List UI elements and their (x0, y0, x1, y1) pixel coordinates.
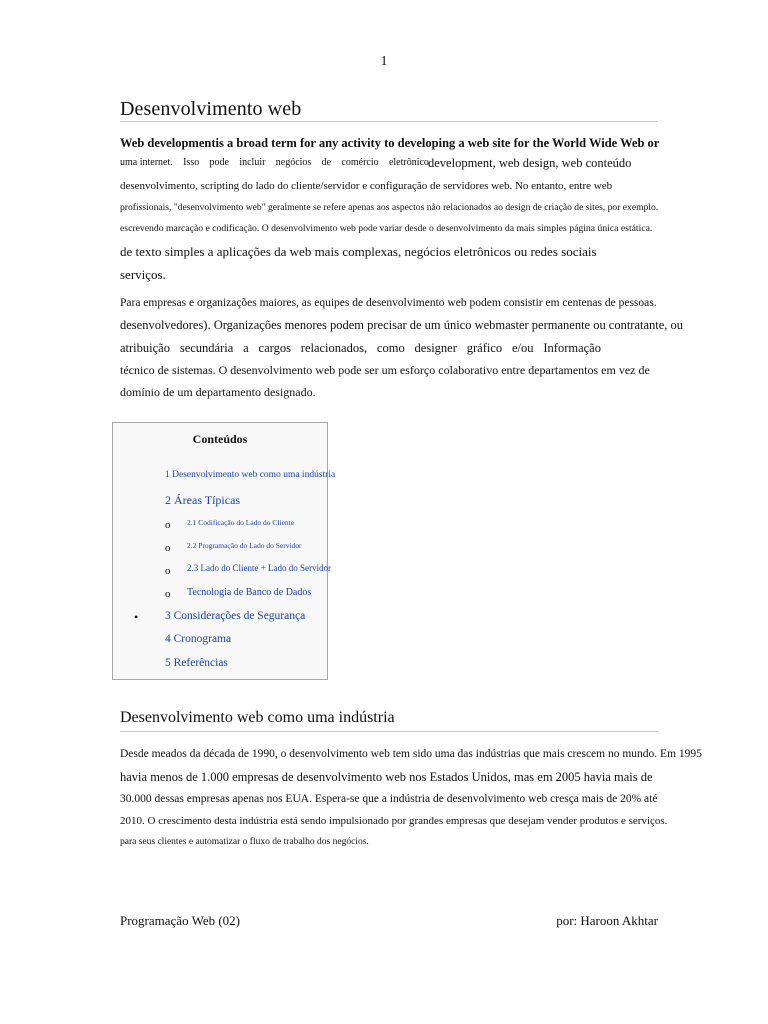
intro-line-4: profissionais, "desenvolvimento web" geralmente se refere apenas aos aspectos não relacionados ao design de criação de sites, por exemplo. (120, 202, 659, 213)
para2-word: ou (670, 318, 683, 332)
para2-line-4: técnico de sistemas. O desenvolvimento web pode ser um esforço colaborativo entre departamentos em vez de (120, 363, 650, 377)
footer-left: Programação Web (02) (120, 913, 241, 928)
toc-bullet-circle: o (165, 565, 171, 577)
section2-line-3: 30.000 dessas empresas apenas nos EUA. Espera-se que a indústria de desenvolvimento web cresça mais de 20% até (120, 793, 658, 805)
toc-link-4[interactable]: 4 Cronograma (165, 633, 232, 645)
para2-word: e/ou (512, 341, 534, 355)
para2-line-1: Para empresas e organizações maiores, as equipes de desenvolvimento web podem consistir em centenas de pessoas. (120, 297, 657, 309)
toc-link-2[interactable]: 2 Áreas Típicas (165, 493, 241, 507)
page-number: 1 (380, 54, 388, 69)
para2-word: menores (284, 318, 327, 332)
toc-link-3[interactable]: 3 Considerações de Segurança (165, 610, 306, 622)
para2-word: um (424, 318, 441, 332)
para2-word: Informação (543, 341, 601, 355)
intro-line-1: Web developmentis a broad term for any activity to developing a web site for the World Wide Web or (120, 136, 660, 150)
para2-word: desenvolvedores). (120, 318, 211, 332)
section2-line-2: havia menos de 1.000 empresas de desenvolvimento web nos Estados Unidos, mas em 2005 havia mais de (120, 770, 653, 784)
para2-word: contratante, (608, 318, 668, 332)
toc-bullet-circle: o (165, 519, 171, 531)
section-heading: Desenvolvimento web como uma indústria (120, 709, 395, 726)
toc-bullet-circle: o (165, 542, 171, 554)
footer-right: por: Haroon Akhtar (556, 913, 658, 928)
toc-bullet-circle: o (165, 588, 171, 600)
intro-line-7: serviços. (120, 267, 166, 282)
heading-rule (120, 121, 658, 122)
section2-line-5: para seus clientes e automatizar o fluxo de trabalho dos negócios. (120, 837, 369, 847)
toc-title: Conteúdos (192, 432, 248, 446)
para2-line-2-justified (120, 318, 683, 333)
toc-link-2-4[interactable]: Tecnologia de Banco de Dados (187, 587, 312, 598)
toc-bullet-dot: • (134, 610, 139, 624)
toc-link-2-3[interactable]: 2.3 Lado do Cliente + Lado do Servidor (187, 563, 332, 573)
toc-link-1[interactable]: 1 Desenvolvimento web como uma indústria (165, 470, 336, 480)
para2-word: ou (593, 318, 606, 332)
para2-word: único (443, 318, 472, 332)
intro-word: pode (209, 157, 229, 168)
section2-line-1: Desde meados da década de 1990, o desenvolvimento web tem sido uma das indústrias que mais crescem no mundo. Em 1995 (120, 748, 702, 760)
para2-word: secundária (179, 341, 234, 355)
intro-word: incluir (239, 157, 266, 168)
para2-word: a (243, 341, 249, 355)
intro-line-2-justified (120, 157, 429, 168)
section2-line-4: 2010. O crescimento desta indústria está sendo impulsionado por grandes empresas que desejam vender produtos e serviços. (120, 815, 668, 827)
intro-word: comércio (341, 157, 379, 168)
intro-word: Isso (183, 157, 200, 168)
page-title: Desenvolvimento web (120, 98, 302, 120)
para2-word: precisar (367, 318, 407, 332)
para2-word: podem (330, 318, 365, 332)
section-heading-rule (120, 731, 658, 732)
intro-word: negócios (275, 157, 312, 168)
intro-line-2-tail: development, web design, web conteúdo (428, 156, 632, 170)
toc-link-2-1[interactable]: 2.1 Codificação do Lado do Cliente (187, 518, 295, 527)
intro-word: uma internet. (120, 157, 173, 168)
intro-line-6: de texto simples a aplicações da web mais complexas, negócios eletrônicos ou redes sociais (120, 244, 597, 259)
para2-word: cargos (258, 341, 291, 355)
para2-word: permanente (531, 318, 591, 332)
para2-word: como (376, 341, 405, 355)
intro-word: de (321, 157, 332, 168)
para2-word: designer (414, 341, 457, 355)
para2-word: gráfico (466, 341, 503, 355)
para2-line-5: domínio de um departamento designado. (120, 385, 316, 399)
para2-word: de (409, 318, 422, 332)
intro-line-5: escrevendo marcação e codificação. O desenvolvimento web pode variar desde o desenvolvimento da mais simples página única estática. (120, 223, 653, 234)
table-of-contents (112, 422, 336, 680)
para2-word: webmaster (474, 318, 529, 332)
intro-word: eletrônico (388, 157, 429, 168)
intro-line-3: desenvolvimento, scripting do lado do cliente/servidor e configuração de servidores web. No entanto, entre web (120, 180, 613, 192)
toc-link-2-2[interactable]: 2.2 Programação do Lado do Servidor (187, 541, 302, 550)
para2-word: relacionados, (300, 341, 368, 355)
para2-word: atribuição (120, 341, 170, 355)
para2-word: Organizações (213, 318, 282, 332)
para2-line-3-justified (120, 341, 601, 356)
toc-link-5[interactable]: 5 Referências (165, 657, 228, 669)
